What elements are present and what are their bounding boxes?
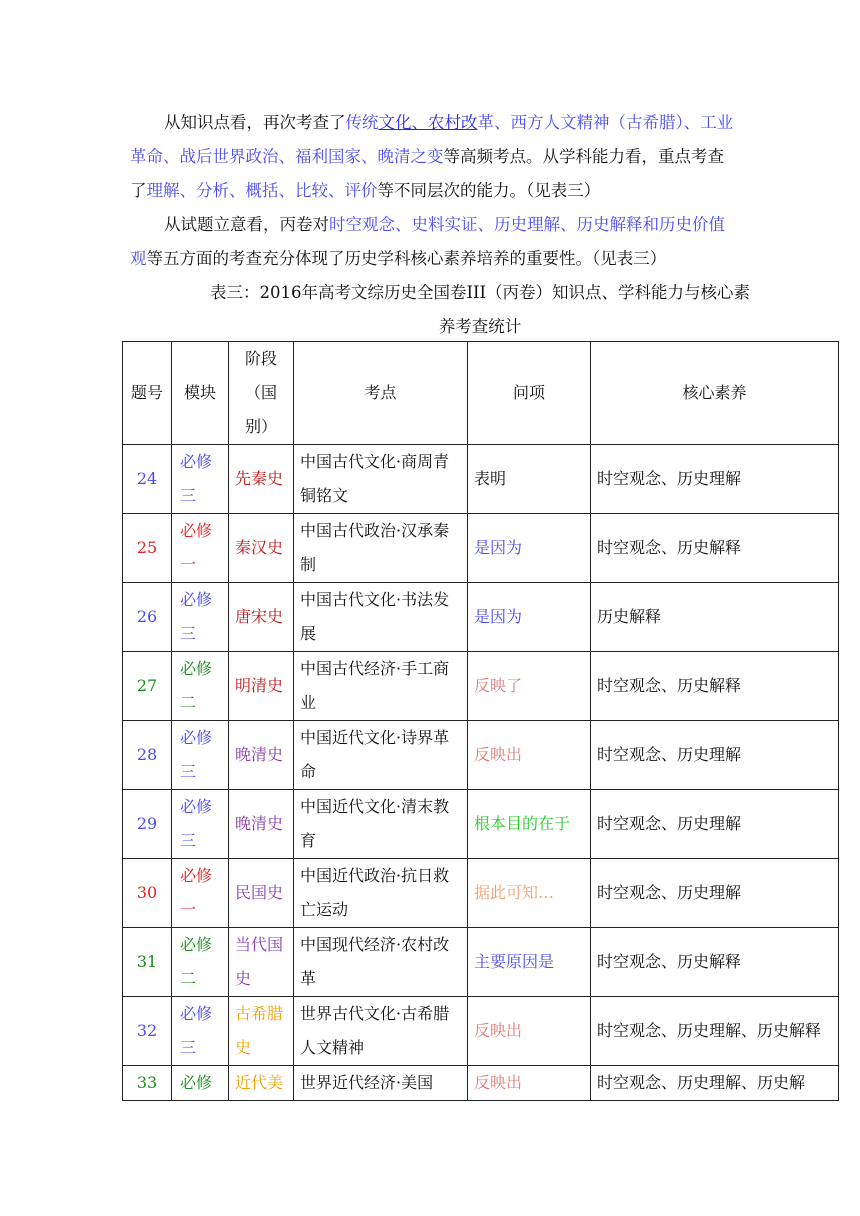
question-item-cell: 据此可知… — [468, 859, 591, 928]
core-literacy-cell: 时空观念、历史解释 — [591, 514, 839, 583]
table-row — [123, 514, 839, 583]
core-literacy-cell: 历史解释 — [591, 583, 839, 652]
header-point: 考点 — [294, 342, 468, 445]
core-literacy-cell: 时空观念、历史理解 — [591, 859, 839, 928]
question-number-cell: 29 — [123, 790, 172, 859]
knowledge-point-cell: 中国近代文化·诗界革命 — [294, 721, 468, 790]
question-item-cell: 是因为 — [468, 583, 591, 652]
text: 等高频考点。从学科能力看，重点考查了 — [130, 147, 724, 200]
table-row — [123, 997, 839, 1066]
header-module: 模块 — [172, 342, 229, 445]
table-row — [123, 928, 839, 997]
table-row — [123, 652, 839, 721]
core-literacy-cell: 时空观念、历史理解 — [591, 445, 839, 514]
stage-cell: 古希腊史 — [229, 997, 294, 1066]
question-item-cell: 是因为 — [468, 514, 591, 583]
core-literacy-cell: 时空观念、历史解释 — [591, 928, 839, 997]
table-row — [123, 859, 839, 928]
statistics-table — [122, 341, 839, 1101]
stage-cell: 晚清史 — [229, 721, 294, 790]
core-literacy-cell: 时空观念、历史理解、历史解释 — [591, 997, 839, 1066]
table-row — [123, 1066, 839, 1101]
question-number-cell: 25 — [123, 514, 172, 583]
knowledge-point-cell: 中国近代政治·抗日救亡运动 — [294, 859, 468, 928]
header-literacy: 核心素养 — [591, 342, 839, 445]
table-caption-continued: 养考查统计 — [438, 317, 522, 336]
module-cell: 必修三 — [172, 790, 229, 859]
module-cell: 必修二 — [172, 652, 229, 721]
knowledge-point-cell: 中国近代文化·清末教育 — [294, 790, 468, 859]
stage-cell: 晚清史 — [229, 790, 294, 859]
module-cell: 必修三 — [172, 721, 229, 790]
stage-cell: 明清史 — [229, 652, 294, 721]
table-caption: 表三：2016年高考文综历史全国卷III（丙卷）知识点、学科能力与核心素 — [209, 283, 751, 302]
paragraph-knowledge — [130, 106, 740, 208]
module-cell: 必修一 — [172, 859, 229, 928]
table-row — [123, 583, 839, 652]
knowledge-point-cell: 中国古代政治·汉承秦制 — [294, 514, 468, 583]
stage-cell: 近代美 — [229, 1066, 294, 1101]
question-number-cell: 26 — [123, 583, 172, 652]
question-number-cell: 32 — [123, 997, 172, 1066]
module-cell: 必修一 — [172, 514, 229, 583]
table-header-row — [123, 342, 839, 445]
question-item-cell: 反映了 — [468, 652, 591, 721]
question-number-cell: 31 — [123, 928, 172, 997]
core-literacy-cell: 时空观念、历史解释 — [591, 652, 839, 721]
question-number-cell: 33 — [123, 1066, 172, 1101]
table-row — [123, 721, 839, 790]
table-row — [123, 445, 839, 514]
header-stage: 阶段（国别） — [229, 342, 294, 445]
text: 从试题立意看，丙卷对 — [164, 215, 329, 234]
stage-cell: 秦汉史 — [229, 514, 294, 583]
stage-cell: 当代国史 — [229, 928, 294, 997]
knowledge-point-cell: 中国古代经济·手工商业 — [294, 652, 468, 721]
question-number-cell: 28 — [123, 721, 172, 790]
question-item-cell: 根本目的在于 — [468, 790, 591, 859]
knowledge-point-cell: 中国古代文化·商周青铜铭文 — [294, 445, 468, 514]
knowledge-point-cell: 世界古代文化·古希腊人文精神 — [294, 997, 468, 1066]
stage-cell: 民国史 — [229, 859, 294, 928]
core-literacy-cell: 时空观念、历史理解 — [591, 721, 839, 790]
question-item-cell: 表明 — [468, 445, 591, 514]
question-item-cell: 主要原因是 — [468, 928, 591, 997]
question-number-cell: 30 — [123, 859, 172, 928]
module-cell: 必修 — [172, 1066, 229, 1101]
module-cell: 必修三 — [172, 445, 229, 514]
highlight: 理解、分析、概括、比较、评价 — [146, 181, 378, 200]
core-literacy-cell: 时空观念、历史理解 — [591, 790, 839, 859]
underlined-link[interactable]: 文化、农村改 — [378, 113, 478, 132]
question-item-cell: 反映出 — [468, 721, 591, 790]
module-cell: 必修三 — [172, 997, 229, 1066]
module-cell: 必修三 — [172, 583, 229, 652]
paragraph-intent — [130, 208, 740, 276]
highlight: 传统 — [345, 113, 379, 132]
question-item-cell: 反映出 — [468, 997, 591, 1066]
question-item-cell: 反映出 — [468, 1066, 591, 1101]
highlight: 时空观念、史料实证、历史理解、历史解释和历史价值观 — [130, 215, 725, 268]
knowledge-point-cell: 中国现代经济·农村改革 — [294, 928, 468, 997]
header-question: 问项 — [468, 342, 591, 445]
core-literacy-cell: 时空观念、历史理解、历史解 — [591, 1066, 839, 1101]
stage-cell: 先秦史 — [229, 445, 294, 514]
knowledge-point-cell: 世界近代经济·美国 — [294, 1066, 468, 1101]
stage-cell: 唐宋史 — [229, 583, 294, 652]
question-number-cell: 24 — [123, 445, 172, 514]
text: 从知识点看，再次考查了 — [164, 113, 346, 132]
highlight: 革、西方人文精神（古希腊）、工业革命、战后世界政治、福利国家、晚清之变 — [130, 113, 734, 166]
knowledge-point-cell: 中国古代文化·书法发展 — [294, 583, 468, 652]
table-row — [123, 790, 839, 859]
header-num: 题号 — [123, 342, 172, 445]
question-number-cell: 27 — [123, 652, 172, 721]
text: 等五方面的考查充分体现了历史学科核心素养培养的重要性。（见表三） — [146, 249, 667, 268]
text: 等不同层次的能力。（见表三） — [377, 181, 601, 200]
module-cell: 必修二 — [172, 928, 229, 997]
